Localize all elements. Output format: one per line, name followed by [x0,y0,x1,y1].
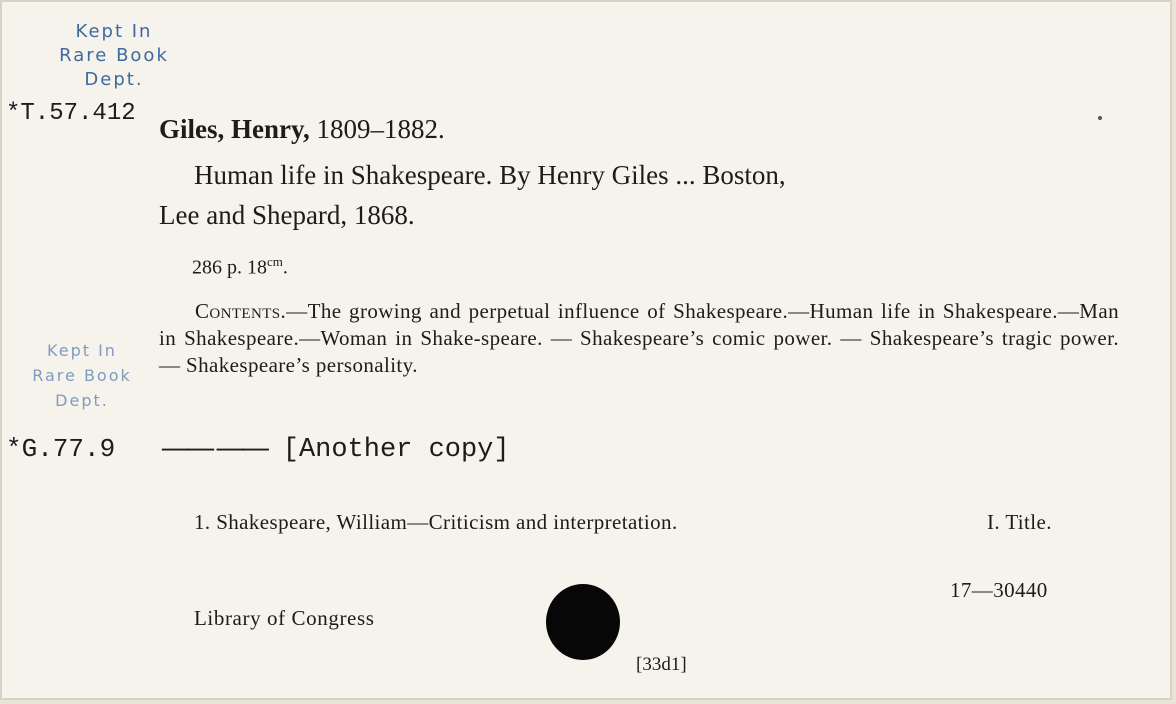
title-statement-line2: Lee and Shepard, 1868. [159,200,415,230]
collation-pages: 286 p. [192,256,242,279]
stamp-line: Dept. [55,391,109,410]
call-number-secondary: *G.77.9 [6,434,116,464]
author-heading [159,114,445,145]
another-copy-line [162,432,510,465]
contents-label: Contents. [195,299,287,323]
collation-unit: cm [267,254,283,269]
stamp-line: Dept. [84,69,144,90]
title-tracing: I. Title. [987,510,1052,534]
subject-tracing: 1. Shakespeare, William—Criticism and interpretation. [194,510,678,534]
repeat-dashes: —— —— [162,432,267,462]
title-statement-line1: Human life in Shakespeare. By Henry Giles ... Boston, [194,160,786,190]
order-code: [33d1] [636,654,687,675]
stamp-line: Rare Book [59,45,169,66]
ink-speck [1098,116,1102,120]
rare-book-stamp-top [24,20,204,92]
collation: 286 p. $18^{cm}$. [192,254,288,279]
stamp-line: Kept In [47,341,117,360]
punch-hole [546,584,620,660]
stamp-line: Rare Book [32,366,132,385]
rare-book-stamp-middle [2,338,162,413]
collation-size: 18 [247,256,267,279]
call-number-primary: *T.57.412 [6,100,136,127]
library-name: Library of Congress [194,606,375,630]
lc-card-number: 17—30440 [950,578,1048,602]
contents-note [159,298,1119,379]
stamp-line: Kept In [75,21,153,42]
author-name: Giles, Henry, [159,114,310,144]
contents-text: —The growing and perpetual influence of Shakespeare.—Human life in Shakespeare.—Man in Shakespeare.—Woman in Shake-speare. — Shakespeare’s comic power. — Shakespeare’s tragic power. — Shakespeare’s personality. [159,299,1119,377]
another-copy-label: [Another copy] [282,435,510,465]
author-dates: 1809–1882. [316,114,445,144]
